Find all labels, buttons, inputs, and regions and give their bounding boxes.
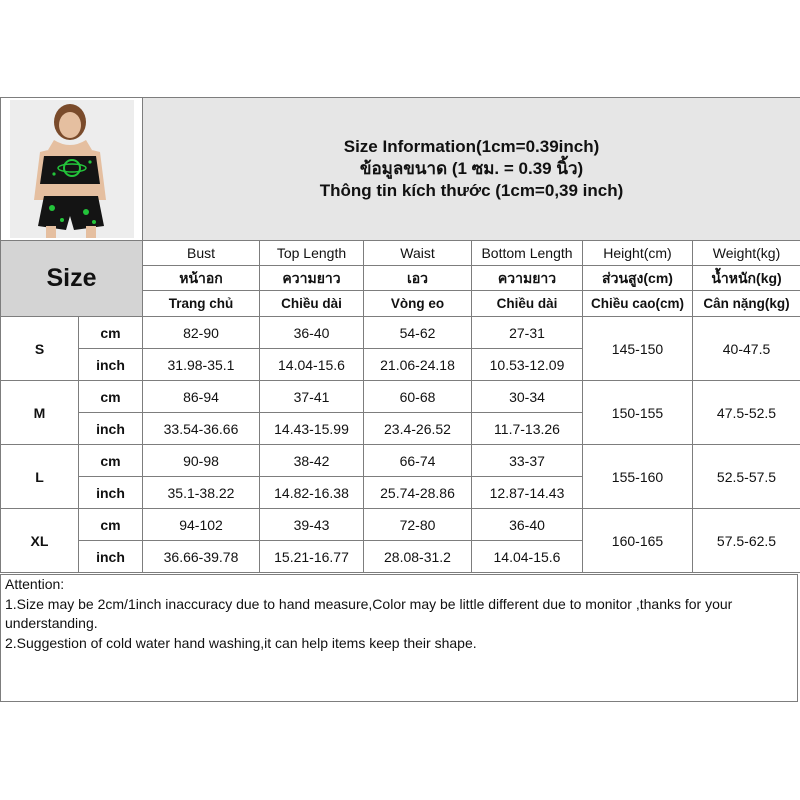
height-range: 150-155 [583,381,693,445]
size-label-m: M [1,381,79,445]
size-chart [0,97,800,704]
top-length-cm: 38-42 [260,445,364,477]
col-header-bust-th: หน้าอก [143,266,260,291]
unit-cm: cm [79,317,143,349]
title-vietnamese: Thông tin kích thước (1cm=0,39 inch) [319,181,624,200]
col-header-bust-en: Bust [143,241,260,266]
top-length-inch: 15.21-16.77 [260,541,364,573]
col-header-bottom-length-th: ความยาว [472,266,583,291]
col-header-waist-en: Waist [364,241,472,266]
col-header-weight-vi: Cân nặng(kg) [693,291,800,317]
height-range: 155-160 [583,445,693,509]
title-thai: ข้อมูลขนาด (1 ซม. = 0.39 นิ้ว) [359,159,584,178]
bust-cm: 90-98 [143,445,260,477]
col-header-height-en: Height(cm) [583,241,693,266]
attention-heading: Attention: [5,576,65,592]
waist-cm: 72-80 [364,509,472,541]
bust-cm: 82-90 [143,317,260,349]
bottom-length-inch: 11.7-13.26 [472,413,583,445]
size-header: Size [1,241,143,317]
unit-inch: inch [79,349,143,381]
table-row [1,317,800,349]
col-header-top-length-en: Top Length [260,241,364,266]
model-illustration [10,100,134,238]
title-english: Size Information(1cm=0.39inch) [343,137,600,156]
col-header-weight-en: Weight(kg) [693,241,800,266]
weight-range: 57.5-62.5 [693,509,800,573]
title-block [143,98,800,241]
bust-inch: 31.98-35.1 [143,349,260,381]
top-length-cm: 37-41 [260,381,364,413]
size-label-l: L [1,445,79,509]
height-range: 160-165 [583,509,693,573]
unit-cm: cm [79,381,143,413]
bust-cm: 94-102 [143,509,260,541]
waist-cm: 54-62 [364,317,472,349]
bottom-length-cm: 33-37 [472,445,583,477]
col-header-bottom-length-vi: Chiều dài [472,291,583,317]
waist-inch: 21.06-24.18 [364,349,472,381]
product-photo-cell [1,98,143,241]
col-header-top-length-th: ความยาว [260,266,364,291]
top-length-cm: 39-43 [260,509,364,541]
unit-inch: inch [79,477,143,509]
unit-cm: cm [79,509,143,541]
top-length-inch: 14.82-16.38 [260,477,364,509]
unit-inch: inch [79,413,143,445]
bottom-length-cm: 27-31 [472,317,583,349]
bust-inch: 36.66-39.78 [143,541,260,573]
size-label-s: S [1,317,79,381]
attention-box [0,574,798,702]
top-length-cm: 36-40 [260,317,364,349]
table-row [1,445,800,477]
waist-inch: 25.74-28.86 [364,477,472,509]
product-photo [10,100,134,238]
table-row [1,381,800,413]
unit-inch: inch [79,541,143,573]
bottom-length-cm: 36-40 [472,509,583,541]
bust-cm: 86-94 [143,381,260,413]
col-header-height-th: ส่วนสูง(cm) [583,266,693,291]
bottom-length-inch: 12.87-14.43 [472,477,583,509]
weight-range: 40-47.5 [693,317,800,381]
bottom-length-inch: 10.53-12.09 [472,349,583,381]
weight-range: 52.5-57.5 [693,445,800,509]
attention-note-2: 2.Suggestion of cold water hand washing,it can help items keep their shape. [5,634,477,651]
bust-inch: 33.54-36.66 [143,413,260,445]
col-header-waist-vi: Vòng eo [364,291,472,317]
table-row [1,509,800,541]
top-length-inch: 14.43-15.99 [260,413,364,445]
waist-cm: 60-68 [364,381,472,413]
top-length-inch: 14.04-15.6 [260,349,364,381]
waist-inch: 23.4-26.52 [364,413,472,445]
bust-inch: 35.1-38.22 [143,477,260,509]
waist-cm: 66-74 [364,445,472,477]
col-header-top-length-vi: Chiều dài [260,291,364,317]
bottom-length-inch: 14.04-15.6 [472,541,583,573]
size-label-xl: XL [1,509,79,573]
unit-cm: cm [79,445,143,477]
col-header-waist-th: เอว [364,266,472,291]
col-header-bust-vi: Trang chủ [143,291,260,317]
col-header-weight-th: น้ำหนัก(kg) [693,266,800,291]
attention-note-1: 1.Size may be 2cm/1inch inaccuracy due to hand measure,Color may be little different due to monitor ,thanks for your understanding. [5,595,733,631]
col-header-height-vi: Chiều cao(cm) [583,291,693,317]
bottom-length-cm: 30-34 [472,381,583,413]
waist-inch: 28.08-31.2 [364,541,472,573]
size-table [0,97,800,573]
weight-range: 47.5-52.5 [693,381,800,445]
height-range: 145-150 [583,317,693,381]
col-header-bottom-length-en: Bottom Length [472,241,583,266]
